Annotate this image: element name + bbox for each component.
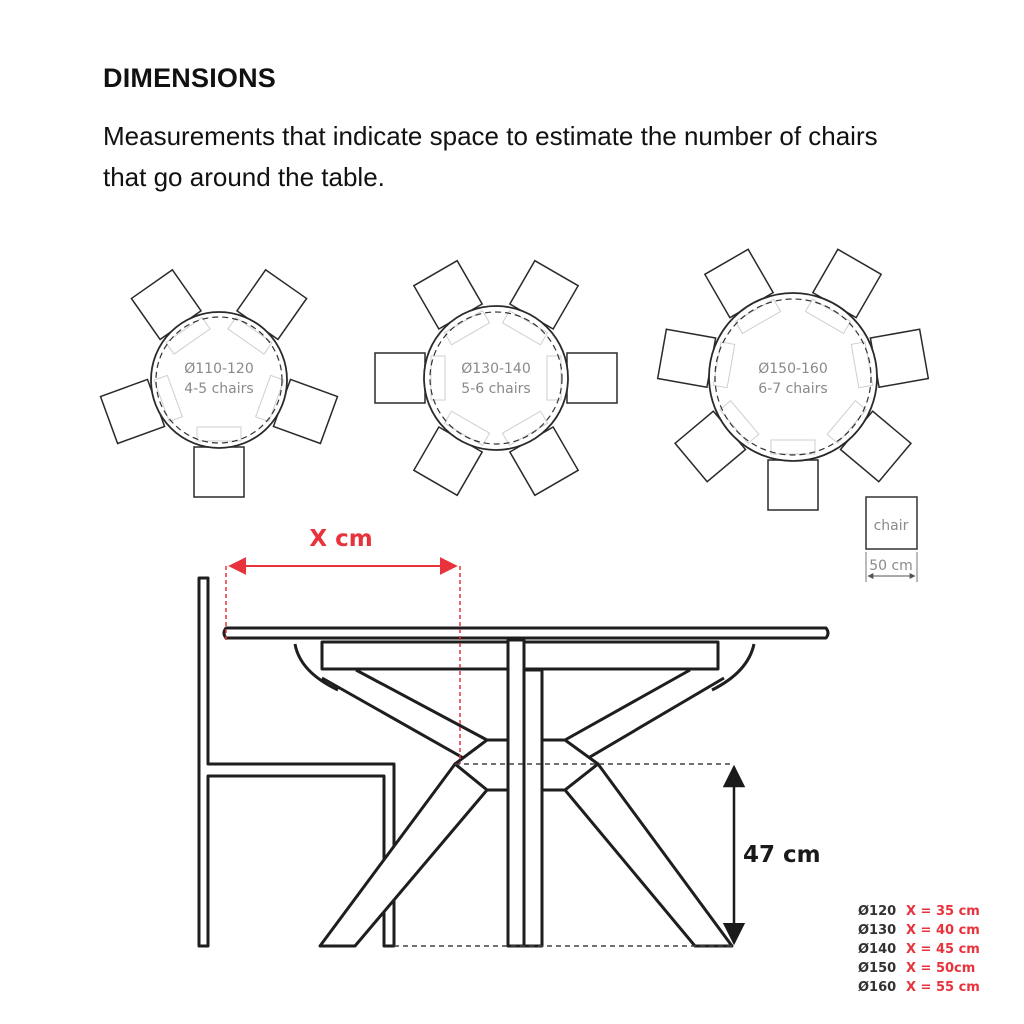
layout-large-shapes xyxy=(658,249,929,510)
chair-top-2-4 xyxy=(768,460,818,510)
page-title: DIMENSIONS xyxy=(103,63,277,93)
center-post xyxy=(508,640,524,946)
overhang-dimension xyxy=(226,526,460,764)
layout-small-chairs: 4-5 chairs xyxy=(184,381,254,397)
page-description: Measurements that indicate space to estimate the number of chairs that go around the table. xyxy=(103,121,878,192)
layout-medium-chairs: 5-6 chairs xyxy=(461,381,531,397)
chair-top-1-2 xyxy=(567,353,617,403)
table-top-outline-1 xyxy=(424,306,568,450)
legend-value-4: X = 55 cm xyxy=(906,980,980,995)
layout-medium-diameter: Ø130-140 xyxy=(461,361,531,377)
chair-key-width: 50 cm xyxy=(869,558,913,574)
chair-top-1-5 xyxy=(375,353,425,403)
layout-large xyxy=(658,249,929,510)
overhang-label: X cm xyxy=(309,526,373,552)
legend-value-2: X = 45 cm xyxy=(906,942,980,957)
table-top-outline-0 xyxy=(151,312,287,448)
legend-value-0: X = 35 cm xyxy=(906,904,980,919)
chair-top-2-6 xyxy=(658,329,716,387)
legend-value-3: X = 50cm xyxy=(906,961,976,976)
legend xyxy=(858,904,980,995)
chair-top-2-2 xyxy=(870,329,928,387)
chair-key-label: chair xyxy=(873,518,909,534)
layout-small-diameter: Ø110-120 xyxy=(184,361,254,377)
layout-medium-shapes xyxy=(375,261,617,496)
center-post-back xyxy=(524,670,542,946)
leg-back-left xyxy=(322,670,487,764)
leg-back-right xyxy=(565,670,724,764)
leg-front-right xyxy=(565,764,732,946)
layout-small xyxy=(101,270,338,497)
legend-diameter-3: Ø150 xyxy=(858,961,897,976)
legend-diameter-4: Ø160 xyxy=(858,980,897,995)
layout-medium xyxy=(375,261,617,496)
legend-diameter-2: Ø140 xyxy=(858,942,897,957)
tabletop xyxy=(224,628,828,638)
leg-front-left xyxy=(320,764,487,946)
legend-value-1: X = 40 cm xyxy=(906,923,980,938)
legend-diameter-1: Ø130 xyxy=(858,923,897,938)
height-label: 47 cm xyxy=(743,842,821,868)
layout-large-chairs: 6-7 chairs xyxy=(758,381,828,397)
table-top-outline-2 xyxy=(709,293,877,461)
chair-top-0-3 xyxy=(194,447,244,497)
chair-key xyxy=(866,497,917,582)
layout-large-diameter: Ø150-160 xyxy=(758,361,828,377)
legend-diameter-0: Ø120 xyxy=(858,904,897,919)
